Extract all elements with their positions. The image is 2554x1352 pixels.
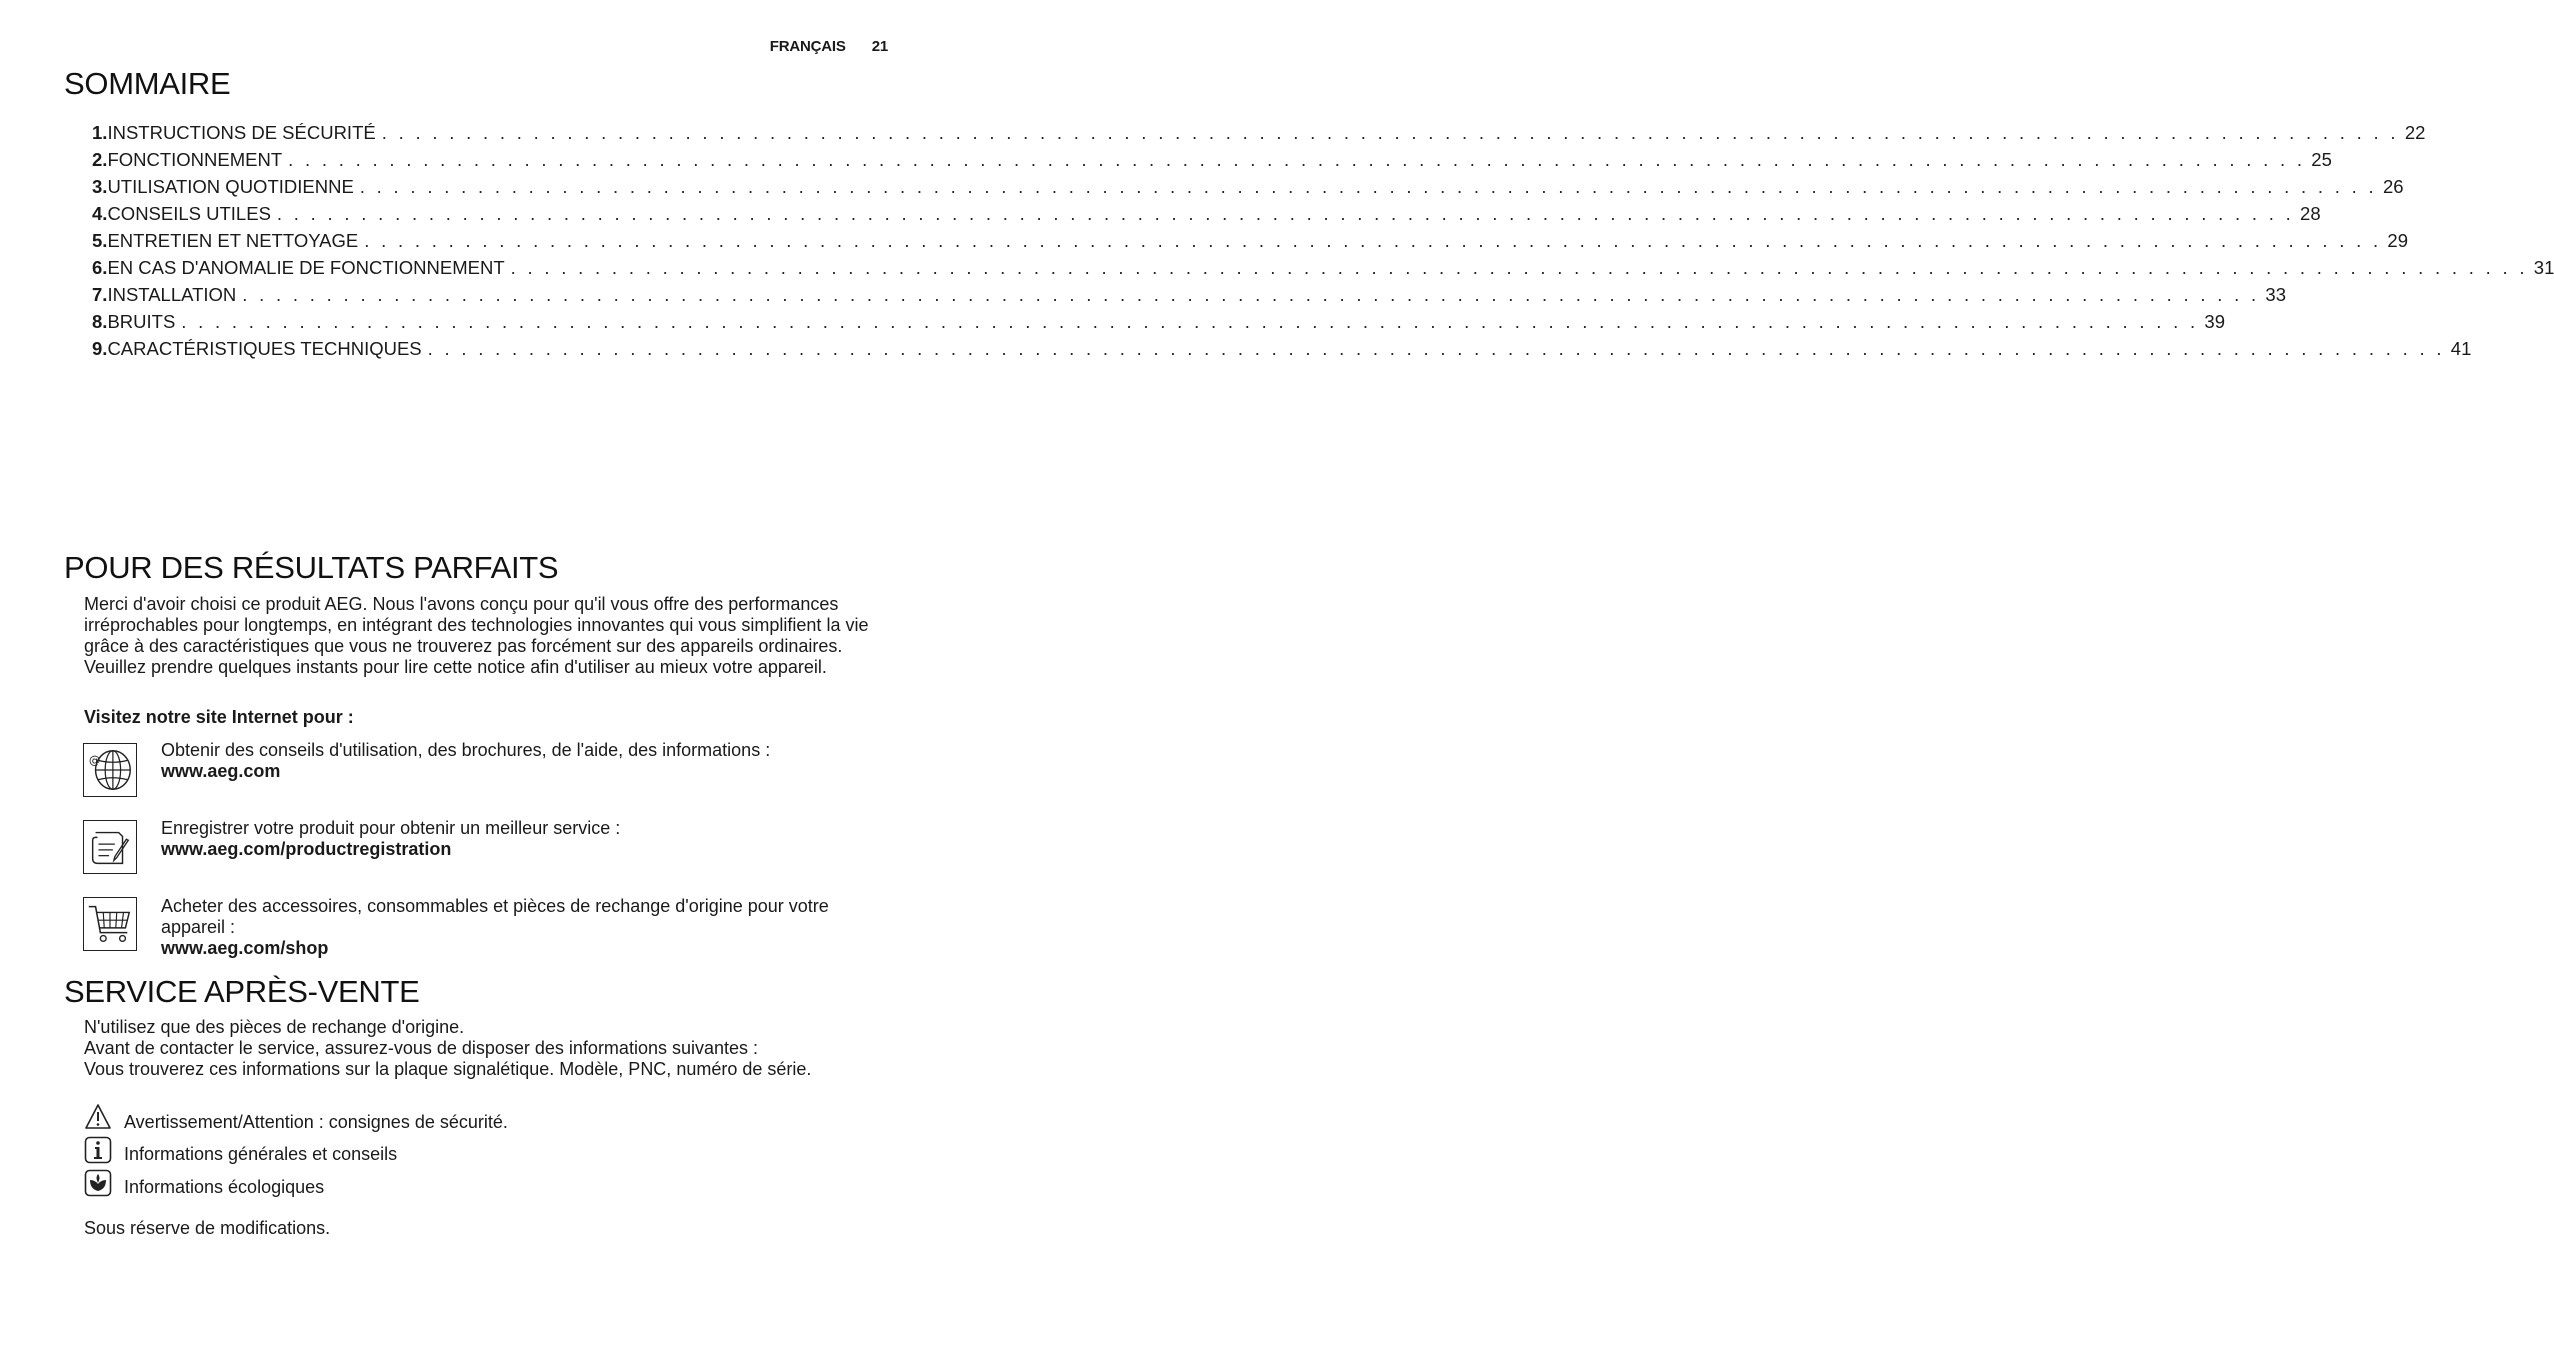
toc-page-number: 25 [2311,149,2332,170]
warning-triangle-icon [84,1103,112,1131]
link-url[interactable]: www.aeg.com/shop [161,938,329,958]
toc-leader-dots: . . . . . . . . . . . . . . . . . . . . . . . . . . . . . . . . . . . . . . . . . . . . . . . . . . . . . . . . . . . . . . . . . . . . . . . . . . . . . . . . . . . . . . . . . . . . . . . . . . . . . . . . . . . . . . . . . . . . . . . . [359,176,2377,197]
toc-row[interactable] [92,311,2225,338]
toc-leader-dots: . . . . . . . . . . . . . . . . . . . . . . . . . . . . . . . . . . . . . . . . . . . . . . . . . . . . . . . . . . . . . . . . . . . . . . . . . . . . . . . . . . . . . . . . . . . . . . . . . . . . . . . . . . . . . . . . . . . . . . . . [364,230,2382,251]
service-line-1: N'utilisez que des pièces de rechange d'origine. [84,1017,465,1037]
toc-leader-dots: . . . . . . . . . . . . . . . . . . . . . . . . . . . . . . . . . . . . . . . . . . . . . . . . . . . . . . . . . . . . . . . . . . . . . . . . . . . . . . . . . . . . . . . . . . . . . . . . . . . . . . . . . . . . . . . . . . . . . . . . [427,338,2445,359]
globe-at-icon [83,743,137,797]
footer-note: Sous réserve de modifications. [84,1218,331,1238]
toc-title: UTILISATION QUOTIDIENNE [107,176,354,197]
toc-leader-dots: . . . . . . . . . . . . . . . . . . . . . . . . . . . . . . . . . . . . . . . . . . . . . . . . . . . . . . . . . . . . . . . . . . . . . . . . . . . . . . . . . . . . . . . . . . . . . . . . . . . . . . . . . . . . . . . . . . . . . . . . [381,122,2399,143]
sommaire-heading: SOMMAIRE [64,66,231,101]
toc-row[interactable] [92,149,2332,176]
toc-leader-dots: . . . . . . . . . . . . . . . . . . . . . . . . . . . . . . . . . . . . . . . . . . . . . . . . . . . . . . . . . . . . . . . . . . . . . . . . . . . . . . . . . . . . . . . . . . . . . . . . . . . . . . . . . . . . . . . . . . . . . . . . [242,284,2260,305]
symbol-label-warning: Avertissement/Attention : consignes de sécurité. [124,1112,508,1132]
shopping-cart-icon [83,897,137,951]
symbol-label-eco: Informations écologiques [124,1177,325,1197]
toc-number: 4. [92,203,108,224]
link-item-registration [161,818,896,860]
toc-page-number: 28 [2300,203,2321,224]
toc-title: CONSEILS UTILES [107,203,271,224]
toc-title: ENTRETIEN ET NETTOYAGE [107,230,359,251]
toc-row[interactable] [92,122,2426,149]
toc-leader-dots: . . . . . . . . . . . . . . . . . . . . . . . . . . . . . . . . . . . . . . . . . . . . . . . . . . . . . . . . . . . . . . . . . . . . . . . . . . . . . . . . . . . . . . . . . . . . . . . . . . . . . . . . . . . . . . . . . . . . . . . . [510,257,2528,278]
toc-page-number: 39 [2204,311,2225,332]
toc-row[interactable] [92,176,2404,203]
toc-title: INSTALLATION [107,284,237,305]
results-heading: POUR DES RÉSULTATS PARFAITS [64,550,559,585]
link-item-support [161,740,896,782]
toc-number: 9. [92,338,108,359]
service-line-3: Vous trouverez ces informations sur la plaque signalétique. Modèle, PNC, numéro de série. [84,1059,812,1079]
eco-leaf-icon [84,1169,112,1197]
language-label: FRANÇAIS [769,38,846,55]
toc-number: 3. [92,176,108,197]
svg-text:@: @ [88,753,101,768]
toc-row[interactable] [92,203,2321,230]
link-url[interactable]: www.aeg.com/productregistration [161,839,452,859]
link-description: Acheter des accessoires, consommables et pièces de rechange d'origine pour votre appareil : [161,896,829,937]
toc-leader-dots: . . . . . . . . . . . . . . . . . . . . . . . . . . . . . . . . . . . . . . . . . . . . . . . . . . . . . . . . . . . . . . . . . . . . . . . . . . . . . . . . . . . . . . . . . . . . . . . . . . . . . . . . . . . . . . . . . . . . . . . . [288,149,2306,170]
toc-page-number: 26 [2382,176,2404,197]
toc-page-number: 33 [2265,284,2286,305]
info-icon [84,1136,112,1164]
toc-row[interactable] [92,338,2472,365]
table-of-contents [92,122,2554,365]
link-url[interactable]: www.aeg.com [161,761,281,781]
toc-number: 8. [92,311,108,332]
toc-page-number: 41 [2450,338,2472,359]
registration-document-icon [83,820,137,874]
toc-page-number: 29 [2387,230,2408,251]
toc-number: 7. [92,284,108,305]
visit-label: Visitez notre site Internet pour : [84,707,354,727]
page-header [770,38,888,55]
toc-leader-dots: . . . . . . . . . . . . . . . . . . . . . . . . . . . . . . . . . . . . . . . . . . . . . . . . . . . . . . . . . . . . . . . . . . . . . . . . . . . . . . . . . . . . . . . . . . . . . . . . . . . . . . . . . . . . . . . . . . . . . . . . [181,311,2199,332]
toc-title: CARACTÉRISTIQUES TECHNIQUES [107,338,422,359]
link-description: Obtenir des conseils d'utilisation, des brochures, de l'aide, des informations : [161,740,771,760]
toc-row[interactable] [92,257,2554,284]
toc-title: EN CAS D'ANOMALIE DE FONCTIONNEMENT [107,257,505,278]
toc-number: 6. [92,257,108,278]
service-paragraph [84,1017,896,1080]
toc-page-number: 22 [2404,122,2426,143]
toc-row[interactable] [92,284,2286,311]
toc-leader-dots: . . . . . . . . . . . . . . . . . . . . . . . . . . . . . . . . . . . . . . . . . . . . . . . . . . . . . . . . . . . . . . . . . . . . . . . . . . . . . . . . . . . . . . . . . . . . . . . . . . . . . . . . . . . . . . . . . . . . . . . . [276,203,2295,224]
toc-number: 5. [92,230,108,251]
toc-page-number: 31 [2533,257,2554,278]
toc-number: 2. [92,149,108,170]
toc-title: BRUITS [107,311,176,332]
toc-title: INSTRUCTIONS DE SÉCURITÉ [107,122,376,143]
toc-number: 1. [92,122,108,143]
intro-paragraph: Merci d'avoir choisi ce produit AEG. Nous l'avons conçu pour qu'il vous offre des performances irréprochables pour longtemps, en intégrant des technologies innovantes qui vous simplifient la vie grâce à des caractéristiques que vous ne trouverez pas forcément sur des appareils ordinaires. Veuillez prendre quelques instants pour lire cette notice afin d'utiliser au mieux votre appareil. [84,594,869,677]
symbol-label-info: Informations générales et conseils [124,1144,398,1164]
toc-row[interactable] [92,230,2408,257]
link-item-shop [161,896,896,959]
link-description: Enregistrer votre produit pour obtenir un meilleur service : [161,818,621,838]
page-number: 21 [871,38,888,55]
service-heading: SERVICE APRÈS-VENTE [64,974,420,1009]
toc-title: FONCTIONNEMENT [107,149,283,170]
service-line-2: Avant de contacter le service, assurez-vous de disposer des informations suivantes : [84,1038,759,1058]
